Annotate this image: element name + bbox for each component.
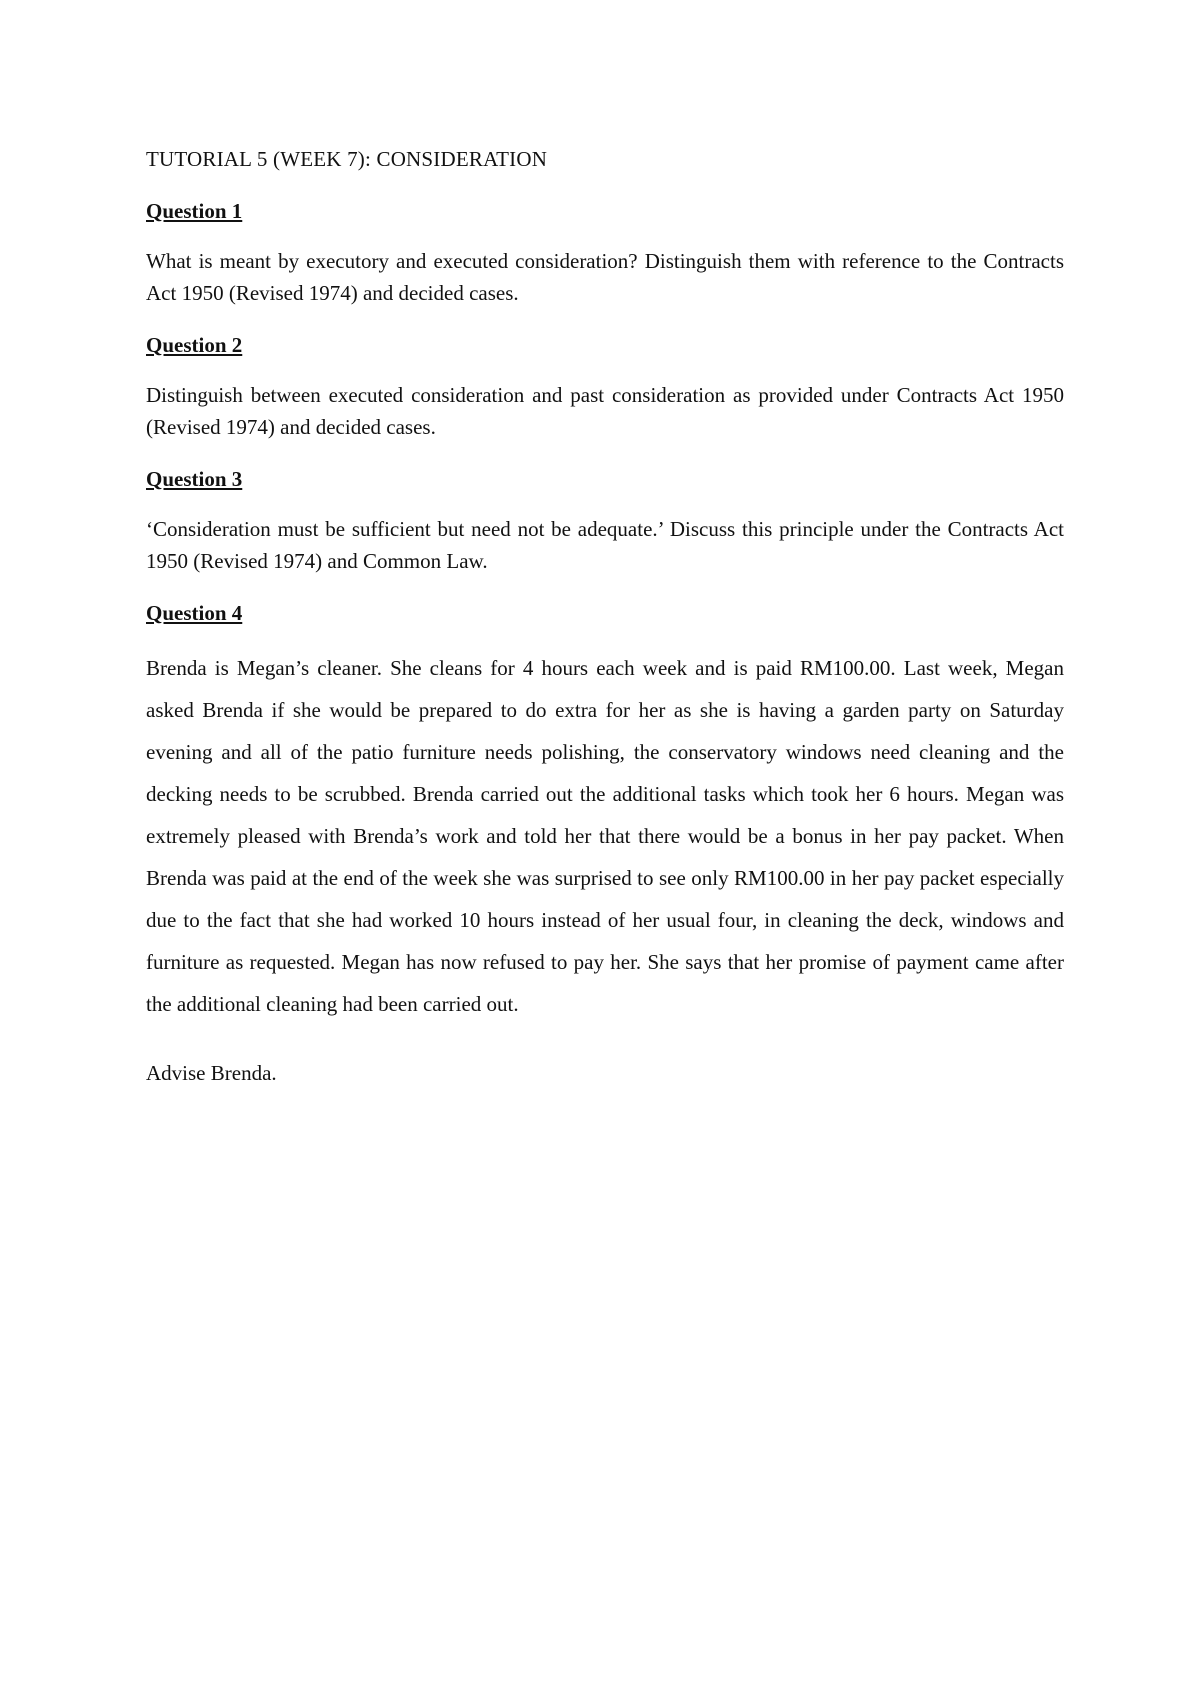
question-2-text: Distinguish between executed consideration and past consideration as provided under Contracts Act 1950 (Revised 1974) and decided cases. bbox=[146, 383, 1064, 439]
question-4-heading: Question 4 bbox=[146, 601, 243, 625]
document-body bbox=[146, 143, 1064, 1089]
question-1-text: What is meant by executory and executed consideration? Distinguish them with reference to the Contracts Act 1950 (Revised 1974) and decided cases. bbox=[146, 249, 1064, 305]
question-1-section bbox=[146, 195, 1064, 309]
question-1-heading: Question 1 bbox=[146, 199, 243, 223]
question-4-text: Brenda is Megan’s cleaner. She cleans for 4 hours each week and is paid RM100.00. Last week, Megan asked Brenda if she would be prepared to do extra for her as she is having a garden party on Saturday evening and all of the patio furniture needs polishing, the conservatory windows need cleaning and the decking needs to be scrubbed. Brenda carried out the additional tasks which took her 6 hours. Megan was extremely pleased with Brenda’s work and told her that there would be a bonus in her pay packet. When Brenda was paid at the end of the week she was surprised to see only RM100.00 in her pay packet especially due to the fact that she had worked 10 hours instead of her usual four, in cleaning the deck, windows and furniture as requested. Megan has now refused to pay her. She says that her promise of payment came after the additional cleaning had been carried out. bbox=[146, 656, 1064, 1016]
question-2-section bbox=[146, 329, 1064, 443]
question-4-instruction: Advise Brenda. bbox=[146, 1061, 277, 1085]
question-3-text: ‘Consideration must be sufficient but need not be adequate.’ Discuss this principle under the Contracts Act 1950 (Revised 1974) and Common Law. bbox=[146, 517, 1064, 573]
question-3-heading: Question 3 bbox=[146, 467, 243, 491]
page-title: TUTORIAL 5 (WEEK 7): CONSIDERATION bbox=[146, 147, 548, 171]
question-2-heading: Question 2 bbox=[146, 333, 243, 357]
question-3-section bbox=[146, 463, 1064, 577]
question-4-section bbox=[146, 597, 1064, 1089]
